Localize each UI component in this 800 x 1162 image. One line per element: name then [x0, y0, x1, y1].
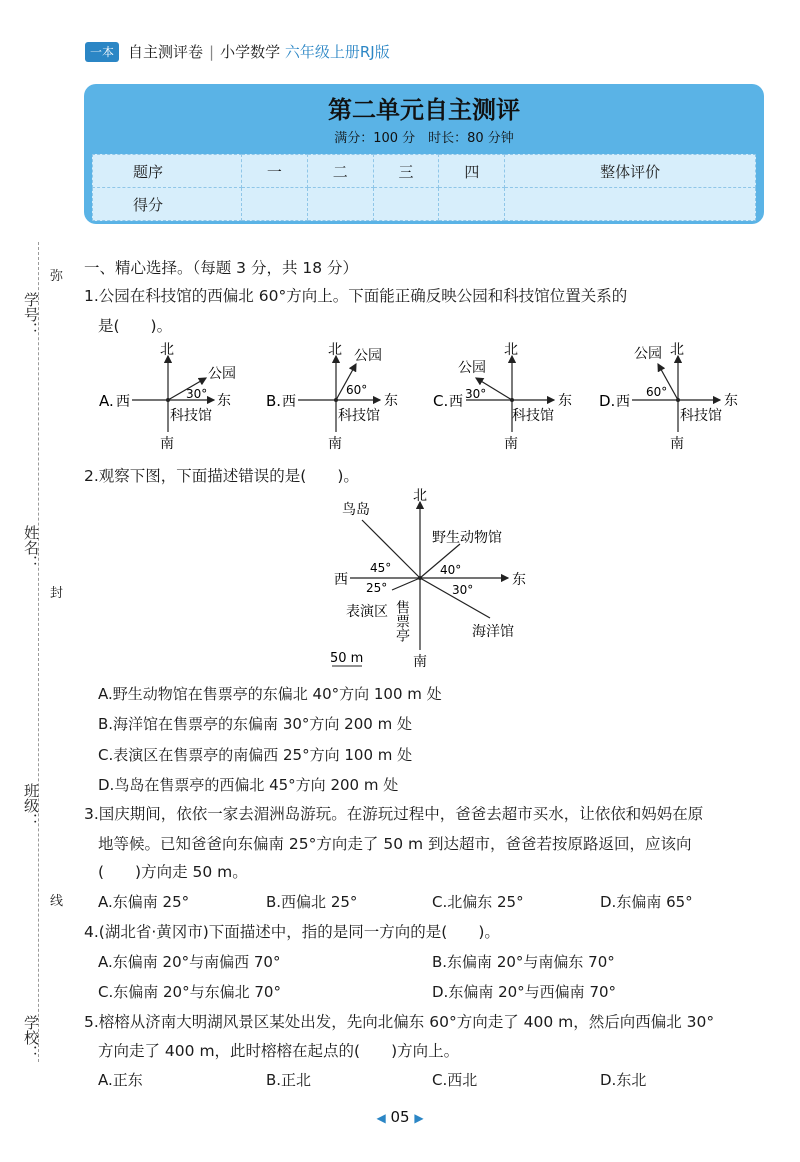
class-label: 班级： [22, 783, 40, 828]
q3-option-a: A.东偏南 25° [98, 893, 190, 911]
stage-label: 表演区 [346, 604, 388, 620]
next-page-icon: ▶ [414, 1111, 424, 1125]
score-cell: 题序 [93, 155, 242, 188]
prev-page-icon: ◀ [376, 1111, 386, 1125]
center-label: 科技馆 [512, 408, 554, 424]
score-row-label: 得分 [93, 188, 242, 221]
center-label: 科技馆 [338, 408, 380, 424]
south-label: 南 [413, 654, 427, 670]
series-name: 自主测评卷 [128, 43, 204, 61]
option-letter: B. [266, 392, 282, 410]
bird-island-label: 鸟岛 [342, 502, 370, 518]
q3-option-c: C.北偏东 25° [432, 893, 524, 911]
student-id-label: 学号： [22, 292, 40, 337]
q3-option-b: B.西偏北 25° [266, 893, 358, 911]
park-label: 公园 [634, 346, 662, 362]
scale-label: 50 m [330, 651, 364, 666]
exam-info: 满分：100 分 时长：80 分钟 [334, 131, 514, 146]
q5-option-b: B.正北 [266, 1071, 312, 1089]
q4-option-a: A.东偏南 20°与南偏西 70° [98, 953, 281, 971]
score-blank[interactable] [242, 188, 308, 221]
score-cell: 四 [439, 155, 505, 188]
aquarium-label: 海洋馆 [472, 624, 514, 640]
west-label: 西 [116, 394, 130, 410]
score-blank[interactable] [307, 188, 373, 221]
south-label: 南 [504, 436, 518, 452]
score-blank[interactable] [373, 188, 439, 221]
page-number: 05 [390, 1108, 410, 1126]
park-label: 公园 [208, 366, 236, 382]
angle-label: 60° [346, 383, 368, 397]
q4-text: 4.(湖北省·黄冈市)下面描述中，指的是同一方向的是( )。 [84, 923, 500, 941]
south-label: 南 [328, 436, 342, 452]
score-table [92, 154, 756, 221]
zoo-label: 野生动物馆 [432, 530, 502, 546]
north-label: 北 [328, 342, 342, 358]
east-label: 东 [384, 393, 398, 409]
q4-option-c: C.东偏南 20°与东偏北 70° [98, 983, 281, 1001]
seal-mark: 封 [50, 586, 64, 601]
park-label: 公园 [458, 360, 486, 376]
q2-diagram [320, 488, 540, 670]
ticket-label: 售票亭 [394, 600, 410, 642]
west-label: 西 [449, 394, 463, 410]
school-label: 学校： [22, 1015, 40, 1060]
west-label: 西 [282, 394, 296, 410]
binding-line [38, 242, 39, 1062]
east-label: 东 [558, 393, 572, 409]
angle-label: 30° [465, 387, 487, 401]
east-label: 东 [724, 393, 738, 409]
header-line: 自主测评卷 | 小学数学 六年级上册RJ版 [128, 43, 390, 61]
score-blank[interactable] [439, 188, 505, 221]
park-label: 公园 [354, 348, 382, 364]
angle-label: 30° [452, 583, 474, 597]
q1-text: 是( )。 [98, 317, 173, 335]
q5-text: 方向走了 400 m，此时榕榕在起点的( )方向上。 [98, 1042, 460, 1060]
angle-label: 30° [186, 387, 208, 401]
q4-option-d: D.东偏南 20°与西偏南 70° [432, 983, 617, 1001]
section-heading: 一、精心选择。（每题 3 分，共 18 分） [84, 259, 359, 277]
q1-diagrams [84, 340, 764, 455]
score-cell: 一 [242, 155, 308, 188]
grade-name: 六年级上册RJ版 [284, 43, 390, 61]
q2-option-d: D.鸟岛在售票亭的西偏北 45°方向 200 m 处 [98, 776, 399, 794]
east-label: 东 [217, 393, 231, 409]
q3-option-d: D.东偏南 65° [600, 893, 693, 911]
stage-ray [392, 578, 420, 590]
seal-mark: 线 [50, 894, 64, 909]
angle-label: 60° [646, 385, 668, 399]
diagram-a [99, 342, 236, 452]
q5-option-c: C.西北 [432, 1071, 478, 1089]
q2-option-c: C.表演区在售票亭的南偏西 25°方向 100 m 处 [98, 746, 413, 764]
brand-badge: 一本 [85, 42, 119, 62]
west-label: 西 [334, 572, 348, 588]
q3-text: 3.国庆期间，依依一家去湄洲岛游玩。在游玩过程中，爸爸去超市买水，让依依和妈妈在原 [84, 805, 704, 823]
q2-option-b: B.海洋馆在售票亭的东偏南 30°方向 200 m 处 [98, 715, 412, 733]
q5-option-d: D.东北 [600, 1071, 647, 1089]
south-label: 南 [670, 436, 684, 452]
center-label: 科技馆 [680, 408, 722, 424]
q2-text: 2.观察下图，下面描述错误的是( )。 [84, 467, 359, 485]
option-letter: C. [433, 392, 449, 410]
north-label: 北 [670, 342, 684, 358]
east-label: 东 [512, 572, 526, 588]
q5-option-a: A.正东 [98, 1071, 143, 1089]
q5-text: 5.榕榕从济南大明湖风景区某处出发，先向北偏东 60°方向走了 400 m，然后向西偏北 30° [84, 1013, 715, 1031]
west-label: 西 [616, 394, 630, 410]
option-letter: D. [599, 392, 616, 410]
angle-label: 40° [440, 563, 462, 577]
north-label: 北 [413, 488, 427, 504]
center-label: 科技馆 [170, 408, 212, 424]
north-label: 北 [160, 342, 174, 358]
q4-option-b: B.东偏南 20°与南偏东 70° [432, 953, 615, 971]
q2-option-a: A.野生动物馆在售票亭的东偏北 40°方向 100 m 处 [98, 685, 442, 703]
angle-label: 45° [370, 561, 392, 575]
q3-text: 地等候。已知爸爸向东偏南 25°方向走了 50 m 到达超市，爸爸若按原路返回，应该向 [98, 835, 692, 853]
score-header-row [93, 155, 756, 188]
south-label: 南 [160, 436, 174, 452]
option-letter: A. [99, 392, 114, 410]
q1-text: 1.公园在科技馆的西偏北 60°方向上。下面能正确反映公园和科技馆位置关系的 [84, 287, 628, 305]
q3-text: ( )方向走 50 m。 [98, 863, 248, 881]
north-label: 北 [504, 342, 518, 358]
score-cell: 二 [307, 155, 373, 188]
diagram-b [266, 342, 398, 452]
diagram-d [599, 342, 738, 452]
seal-mark: 弥 [50, 269, 64, 284]
score-value-row [93, 188, 756, 221]
subject-name: 小学数学 [220, 43, 281, 61]
name-label: 姓名： [22, 525, 40, 570]
score-cell: 三 [373, 155, 439, 188]
diagram-c [433, 342, 572, 452]
score-cell: 整体评价 [505, 155, 756, 188]
page-title: 第二单元自主测评 [328, 96, 520, 124]
page-number-area [370, 1108, 430, 1126]
angle-label: 25° [366, 581, 388, 595]
score-blank[interactable] [505, 188, 756, 221]
